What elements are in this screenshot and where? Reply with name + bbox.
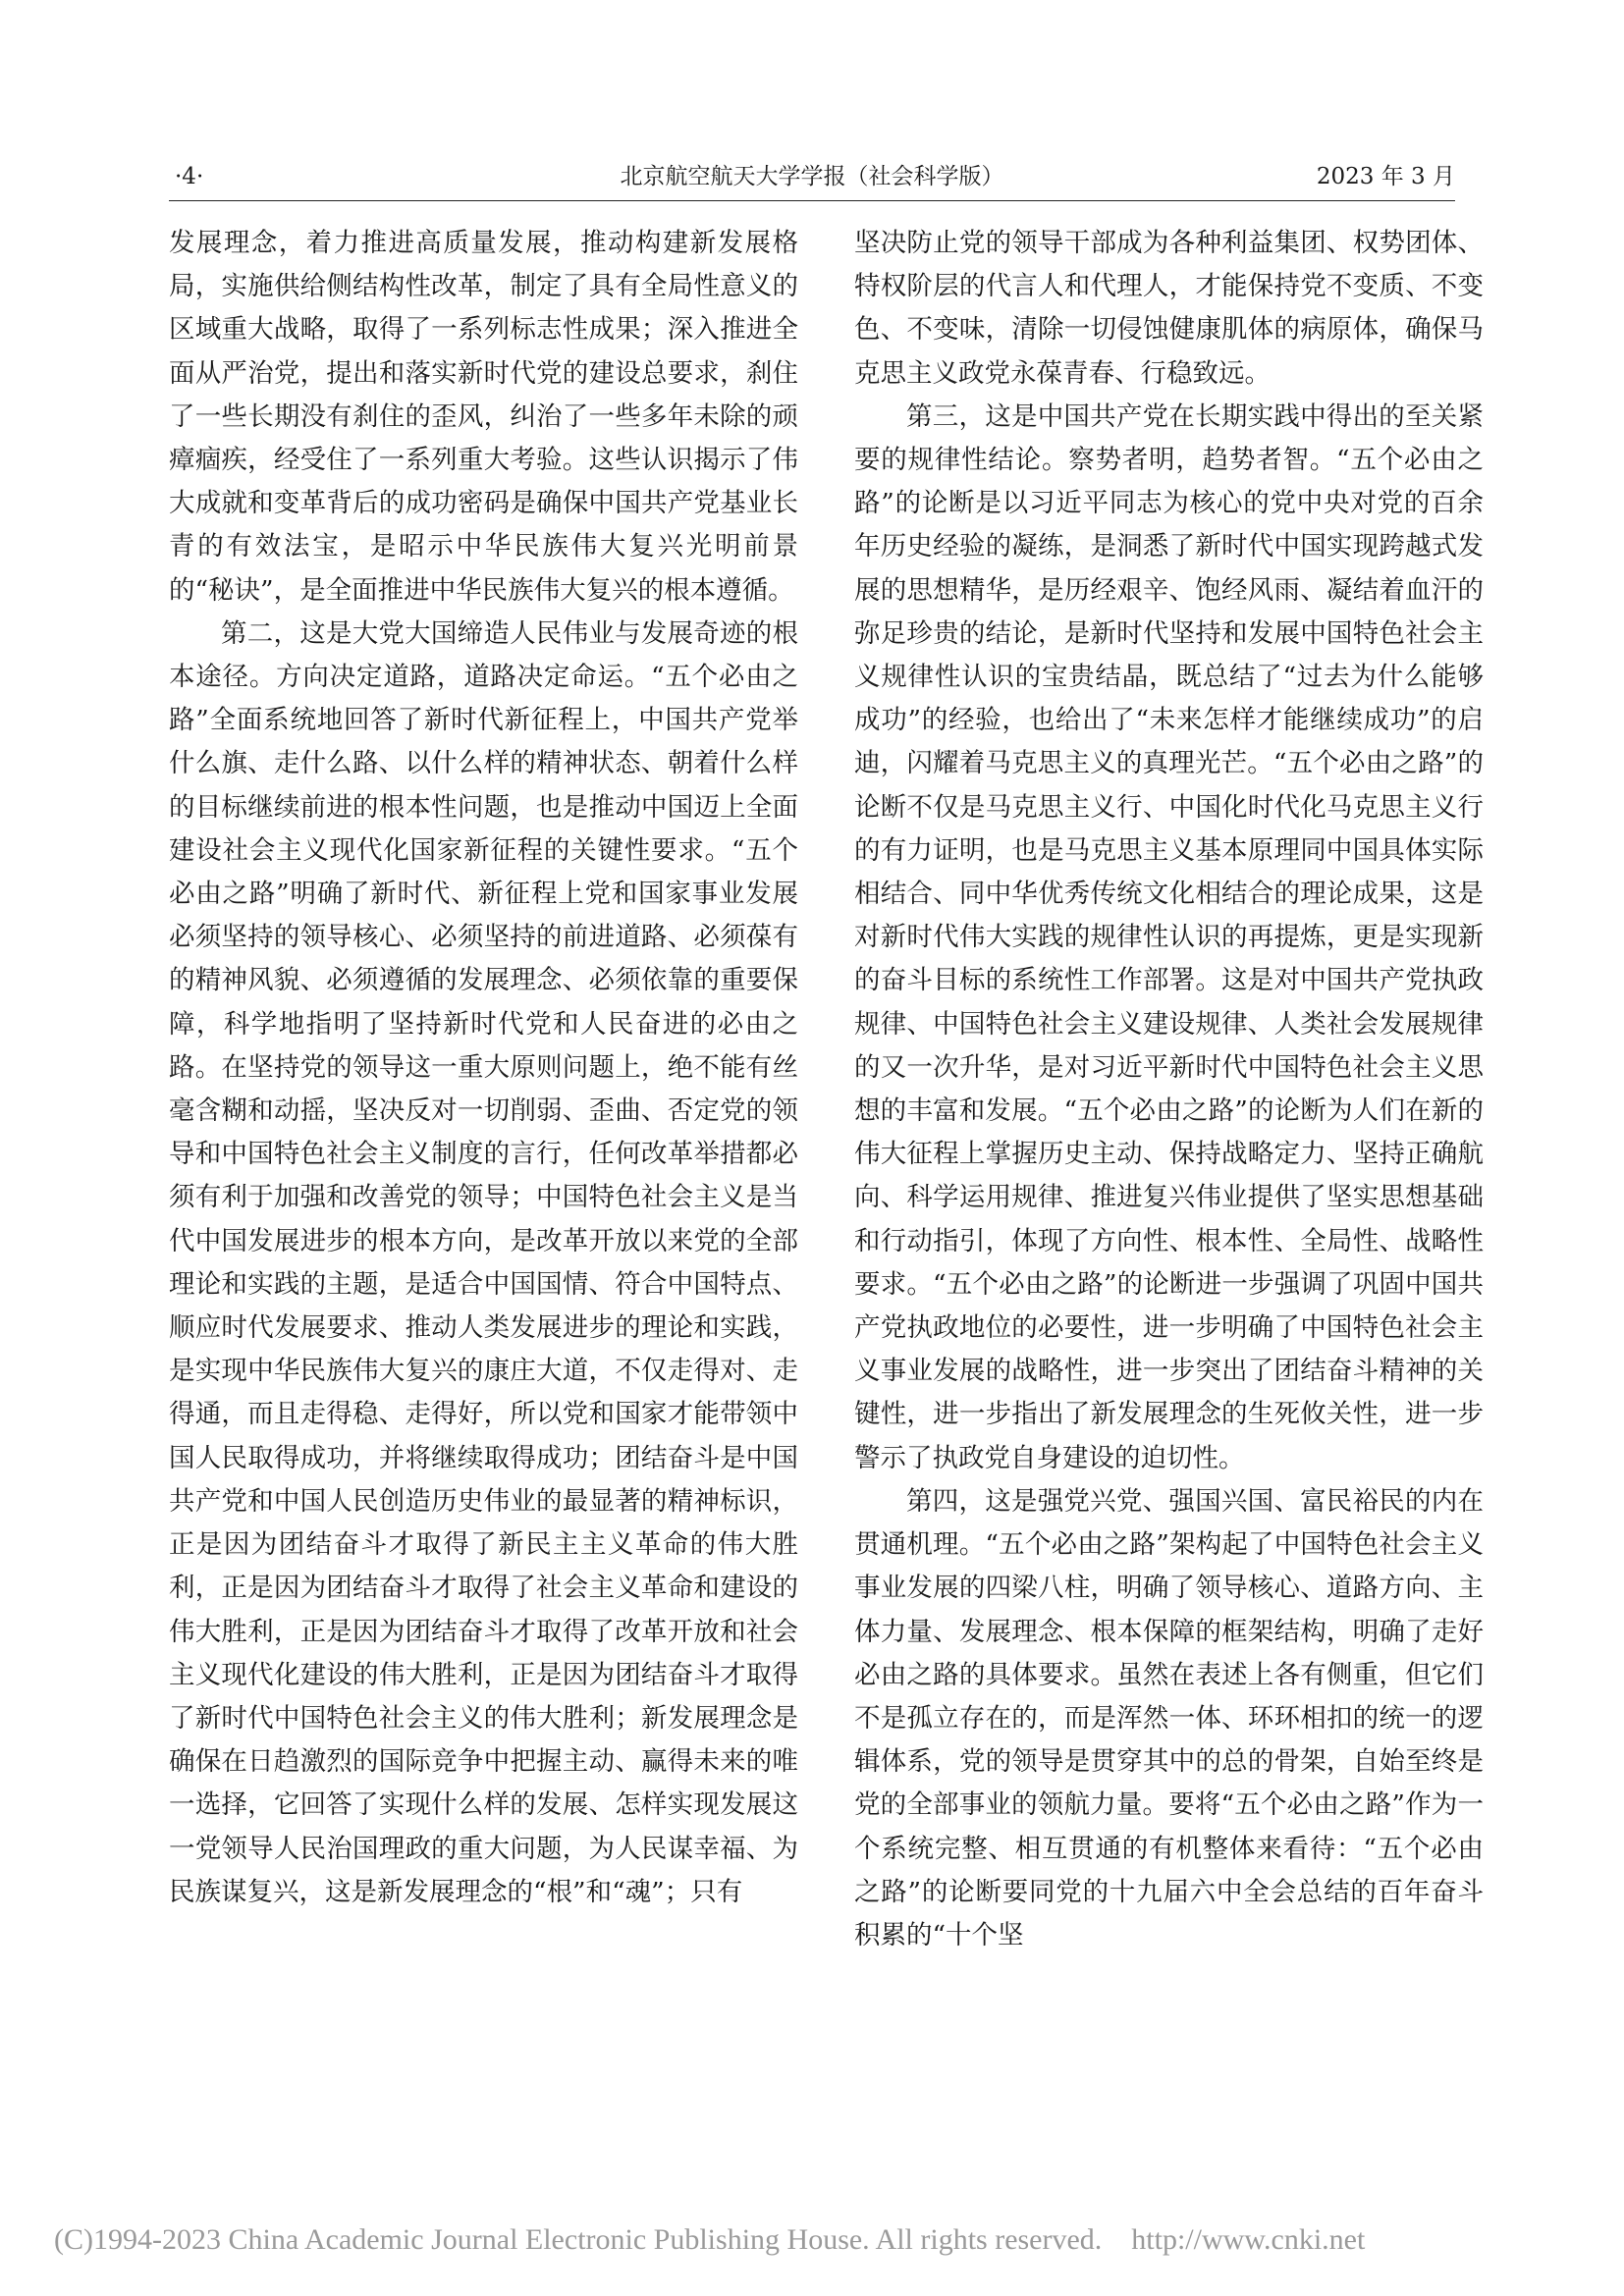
right-column <box>854 222 1484 1957</box>
issue-date: 2023 年 3 月 <box>1316 164 1455 189</box>
paragraph: 发展理念，着力推进高质量发展，推动构建新发展格局，实施供给侧结构性改革，制定了具有全局性意义的区域重大战略，取得了一系列标志性成果；深入推进全面从严治党，提出和落实新时代党的建设总要求，刹住了一些长期没有刹住的歪风，纠治了一些多年未除的顽瘴痼疾，经受住了一系列重大考验。这些认识揭示了伟大成就和变革背后的成功密码是确保中国共产党基业长青的有效法宝，是昭示中华民族伟大复兴光明前景的“秘诀”，是全面推进中华民族伟大复兴的根本遵循。 <box>169 228 798 606</box>
paragraph: 第二，这是大党大国缔造人民伟业与发展奇迹的根本途径。方向决定道路，道路决定命运。“五个必由之路”全面系统地回答了新时代新征程上，中国共产党举什么旗、走什么路、以什么样的精神状态、朝着什么样的目标继续前进的根本性问题，也是推动中国迈上全面建设社会主义现代化国家新征程的关键性要求。“五个必由之路”明确了新时代、新征程上党和国家事业发展必须坚持的领导核心、必须坚持的前进道路、必须葆有的精神风貌、必须遵循的发展理念、必须依靠的重要保障，科学地指明了坚持新时代党和人民奋进的必由之路。在坚持党的领导这一重大原则问题上，绝不能有丝毫含糊和动摇，坚决反对一切削弱、歪曲、否定党的领导和中国特色社会主义制度的言行，任何改革举措都必须有利于加强和改善党的领导；中国特色社会主义是当代中国发展进步的根本方向，是改革开放以来党的全部理论和实践的主题，是适合中国国情、符合中国特点、顺应时代发展要求、推动人类发展进步的理论和实践，是实现中华民族伟大复兴的康庄大道，不仅走得对、走得通，而且走得稳、走得好，所以党和国家才能带领中国人民取得成功，并将继续取得成功；团结奋斗是中国共产党和中国人民创造历史伟业的最显著的精神标识，正是因为团结奋斗才取得了新民主主义革命的伟大胜利，正是因为团结奋斗才取得了社会主义革命和建设的伟大胜利，正是因为团结奋斗才取得了改革开放和社会主义现代化建设的伟大胜利，正是因为团结奋斗才取得了新时代中国特色社会主义的伟大胜利；新发展理念是确保在日趋激烈的国际竞争中把握主动、赢得未来的唯一选择，它回答了实现什么样的发展、怎样实现发展这一党领导人民治国理政的重大问题，为人民谋幸福、为民族谋复兴，这是新发展理念的“根”和“魂”；只有 <box>169 617 798 1907</box>
page-header <box>169 157 1455 196</box>
journal-title: 北京航空航天大学学报（社会科学版） <box>620 164 1004 189</box>
page-number: ·4· <box>175 164 204 189</box>
copyright-footer: (C)1994-2023 China Academic Journal Electronic Publishing House. All rights reserved. http://www.cnki.net <box>54 2223 1366 2256</box>
header-rule <box>169 200 1455 201</box>
paragraph: 第四，这是强党兴党、强国兴国、富民裕民的内在贯通机理。“五个必由之路”架构起了中国特色社会主义事业发展的四梁八柱，明确了领导核心、道路方向、主体力量、发展理念、根本保障的框架结构，明确了走好必由之路的具体要求。虽然在表述上各有侧重，但它们不是孤立存在的，而是浑然一体、环环相扣的统一的逻辑体系，党的领导是贯穿其中的总的骨架，自始至终是党的全部事业的领航力量。要将“五个必由之路”作为一个系统完整、相互贯通的有机整体来看待：“五个必由之路”的论断要同党的十九届六中全会总结的百年奋斗积累的“十个坚 <box>854 1485 1484 1950</box>
paragraph: 第三，这是中国共产党在长期实践中得出的至关紧要的规律性结论。察势者明，趋势者智。“五个必由之路”的论断是以习近平同志为核心的党中央对党的百余年历史经验的凝练，是洞悉了新时代中国实现跨越式发展的思想精华，是历经艰辛、饱经风雨、凝结着血汗的弥足珍贵的结论，是新时代坚持和发展中国特色社会主义规律性认识的宝贵结晶，既总结了“过去为什么能够成功”的经验，也给出了“未来怎样才能继续成功”的启迪，闪耀着马克思主义的真理光芒。“五个必由之路”的论断不仅是马克思主义行、中国化时代化马克思主义行的有力证明，也是马克思主义基本原理同中国具体实际相结合、同中华优秀传统文化相结合的理论成果，这是对新时代伟大实践的规律性认识的再提炼，更是实现新的奋斗目标的系统性工作部署。这是对中国共产党执政规律、中国特色社会主义建设规律、人类社会发展规律的又一次升华，是对习近平新时代中国特色社会主义思想的丰富和发展。“五个必由之路”的论断为人们在新的伟大征程上掌握历史主动、保持战略定力、坚持正确航向、科学运用规律、推进复兴伟业提供了坚实思想基础和行动指引，体现了方向性、根本性、全局性、战略性要求。“五个必由之路”的论断进一步强调了巩固中国共产党执政地位的必要性，进一步明确了中国特色社会主义事业发展的战略性，进一步突出了团结奋斗精神的关键性，进一步指出了新发展理念的生死攸关性，进一步警示了执政党自身建设的迫切性。 <box>854 400 1484 1473</box>
left-column <box>169 222 798 1914</box>
paragraph: 坚决防止党的领导干部成为各种利益集团、权势团体、特权阶层的代言人和代理人，才能保持党不变质、不变色、不变味，清除一切侵蚀健康肌体的病原体，确保马克思主义政党永葆青春、行稳致远。 <box>854 228 1484 389</box>
